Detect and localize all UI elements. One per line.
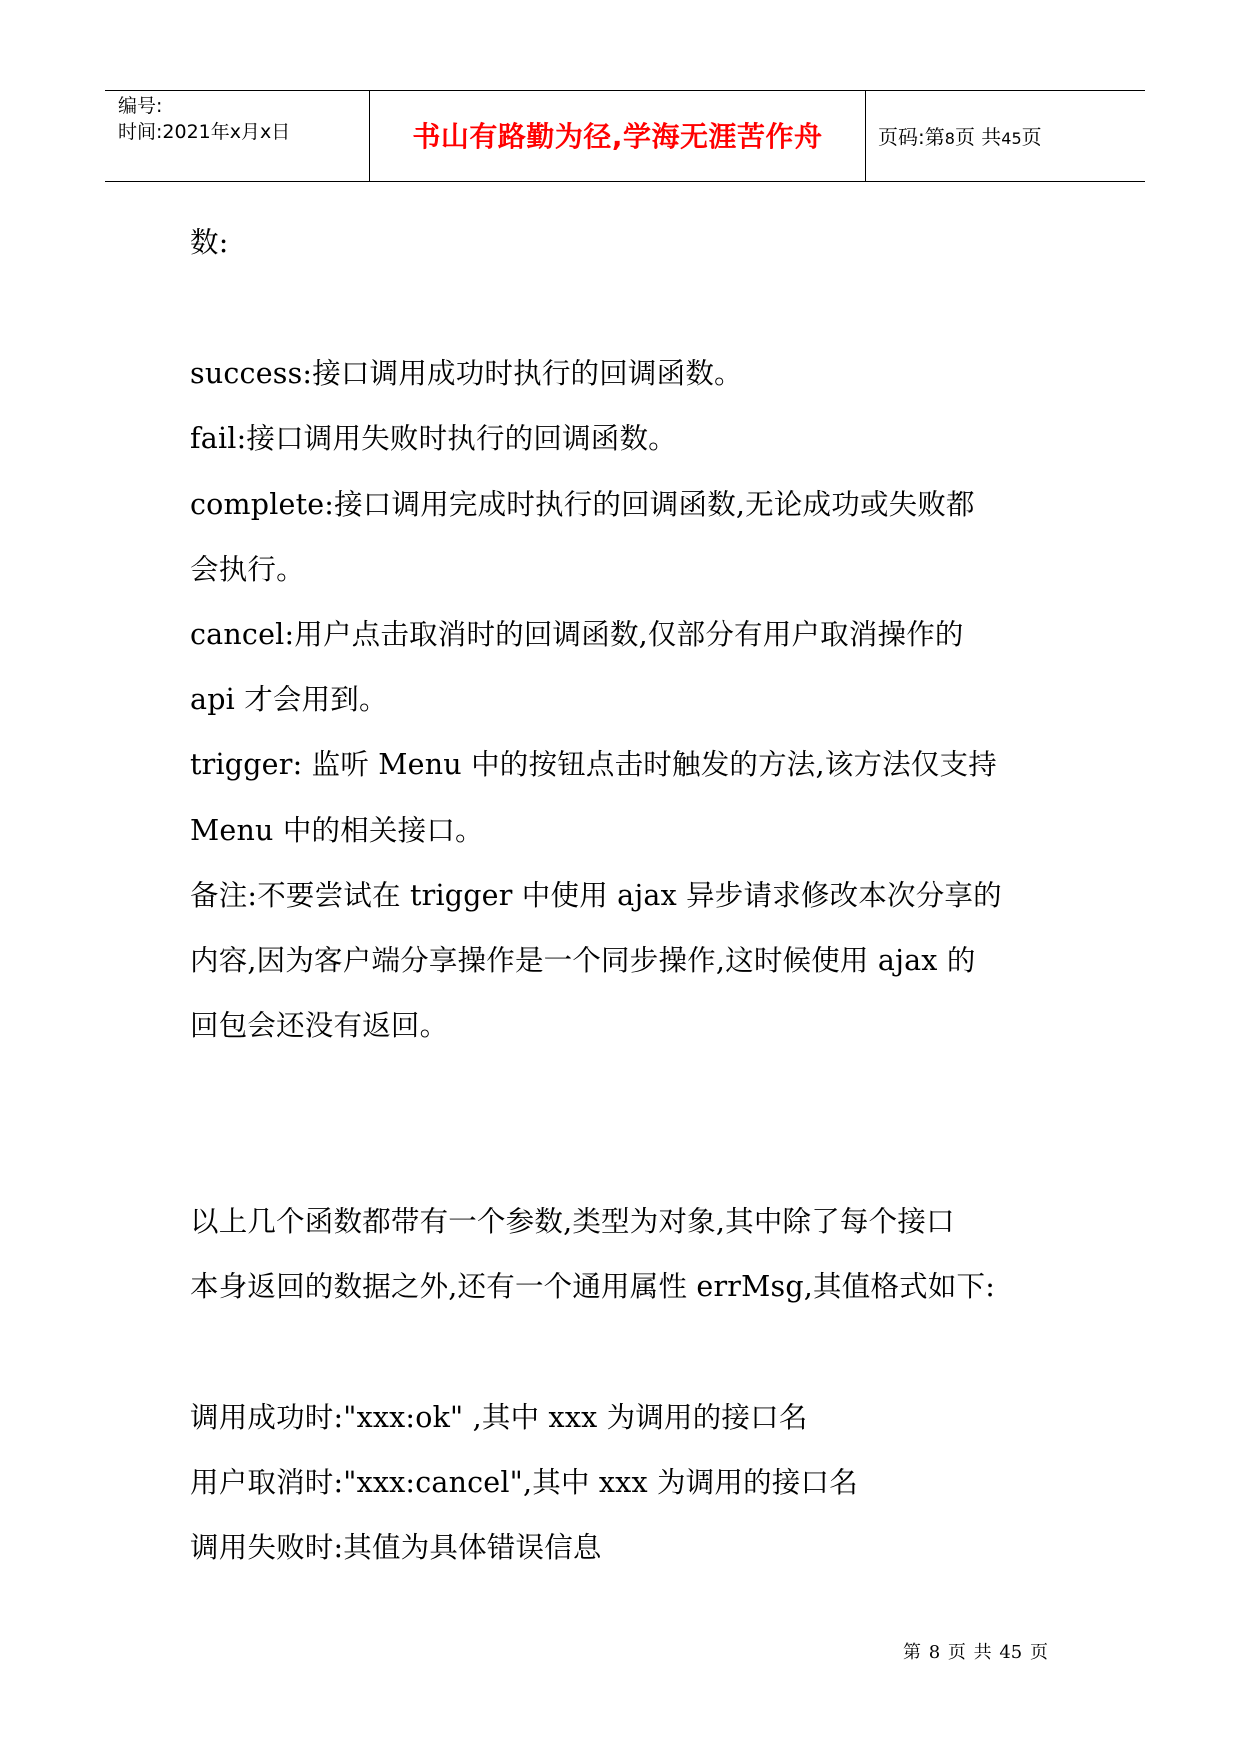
text-line: 以上几个函数都带有一个参数,类型为对象,其中除了每个接口 — [190, 1205, 955, 1238]
page-mid: 页 共 — [954, 125, 1002, 149]
text-line: api 才会用到。 — [190, 683, 388, 716]
text-line: cancel:用户点击取消时的回调函数,仅部分有用户取消操作的 — [190, 618, 964, 651]
page-suffix: 页 — [1021, 125, 1042, 149]
text-line: success:接口调用成功时执行的回调函数。 — [190, 357, 743, 390]
text-line: trigger: 监听 Menu 中的按钮点击时触发的方法,该方法仅支持 — [190, 748, 997, 781]
page-number: 8 — [944, 129, 955, 148]
page-prefix: 页码:第 — [878, 125, 945, 149]
time-label: 时间:2021年x月x日 — [118, 121, 291, 143]
code-label: 编号: — [118, 95, 163, 117]
text-line: 备注:不要尝试在 trigger 中使用 ajax 异步请求修改本次分享的 — [190, 879, 1002, 912]
text-line: 内容,因为客户端分享操作是一个同步操作,这时候使用 ajax 的 — [190, 944, 976, 977]
page-footer: 第 8 页 共 45 页 — [903, 1642, 1048, 1663]
text-line: 会执行。 — [190, 553, 305, 586]
text-line: 回包会还没有返回。 — [190, 1009, 449, 1042]
text-line: Menu 中的相关接口。 — [190, 814, 484, 847]
text-line: 调用成功时:"xxx:ok" ,其中 xxx 为调用的接口名 — [190, 1401, 808, 1434]
text-line: 本身返回的数据之外,还有一个通用属性 errMsg,其值格式如下: — [190, 1270, 996, 1303]
text-line: 调用失败时:其值为具体错误信息 — [190, 1531, 602, 1564]
header-page-info — [866, 91, 1145, 181]
text-line: 数: — [190, 226, 229, 259]
page-header — [105, 90, 1145, 182]
text-line: 用户取消时:"xxx:cancel",其中 xxx 为调用的接口名 — [190, 1466, 858, 1499]
text-line: complete:接口调用完成时执行的回调函数,无论成功或失败都 — [190, 488, 975, 521]
page-total: 45 — [1001, 129, 1022, 148]
header-meta — [105, 91, 370, 181]
header-motto: 书山有路勤为径,学海无涯苦作舟 — [370, 91, 866, 181]
text-line: fail:接口调用失败时执行的回调函数。 — [190, 422, 677, 455]
